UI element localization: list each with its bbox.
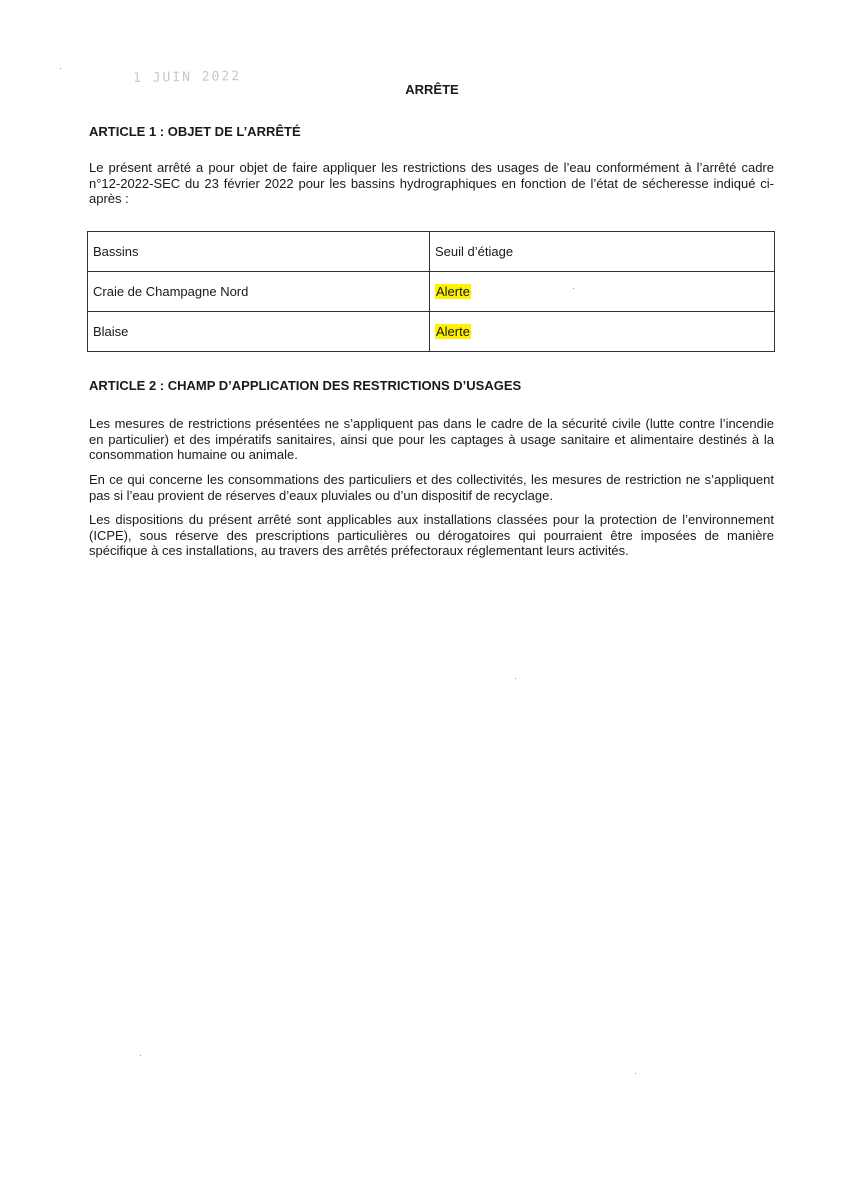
article-2-paragraph: En ce qui concerne les consommations des particuliers et des collectivités, les mesures de restriction ne s’appliquent pas si l’eau provient de réserves d’eaux pluviales ou d’un dispositif de recyclage. <box>89 472 774 503</box>
scan-speck <box>635 1073 636 1074</box>
article-2-paragraph: Les dispositions du présent arrêté sont applicables aux installations classées pour la protection de l’environnement (ICPE), sous réserve des prescriptions particulières ou dérogatoires qui pourraient être imposées de manière spécifique à ces installations, au travers des arrêtés préfectoraux réglementant leurs activités. <box>89 512 774 558</box>
article-2-paragraph: Les mesures de restrictions présentées ne s’appliquent pas dans le cadre de la sécurité civile (lutte contre l’incendie en particulier) et des impératifs sanitaires, ainsi que pour les captages à usage sanitaire et alimentaire destinés à la consommation humaine ou animale. <box>89 416 774 462</box>
alert-level-highlight: Alerte <box>436 324 470 339</box>
scan-speck <box>140 1055 141 1056</box>
cell-bassin: Craie de Champagne Nord <box>88 272 430 312</box>
article-1-intro: Le présent arrêté a pour objet de faire appliquer les restrictions des usages de l’eau conformément à l’arrêté cadre n°12-2022-SEC du 23 février 2022 pour les bassins hydrographiques en fonction de l’état de sécheresse indiqué ci-après : <box>89 160 774 206</box>
scan-speck <box>60 68 61 69</box>
received-date-stamp: 1 JUIN 2022 <box>132 69 242 86</box>
table-row <box>88 312 775 352</box>
article-1-heading: ARTICLE 1 : OBJET DE L’ARRÊTÉ <box>89 124 301 139</box>
cell-bassin: Blaise <box>88 312 430 352</box>
cell-seuil <box>430 312 775 352</box>
document-title: ARRÊTE <box>405 82 459 97</box>
article-2-heading: ARTICLE 2 : CHAMP D’APPLICATION DES RESTRICTIONS D’USAGES <box>89 378 522 393</box>
table-header-row <box>88 232 775 272</box>
basins-table <box>87 231 775 352</box>
column-header-bassins: Bassins <box>88 232 430 272</box>
table-row <box>88 272 775 312</box>
column-header-seuil: Seuil d’étiage <box>430 232 775 272</box>
cell-seuil <box>430 272 775 312</box>
alert-level-highlight: Alerte <box>436 284 470 299</box>
scan-speck <box>515 678 516 679</box>
scan-speck <box>573 288 574 289</box>
